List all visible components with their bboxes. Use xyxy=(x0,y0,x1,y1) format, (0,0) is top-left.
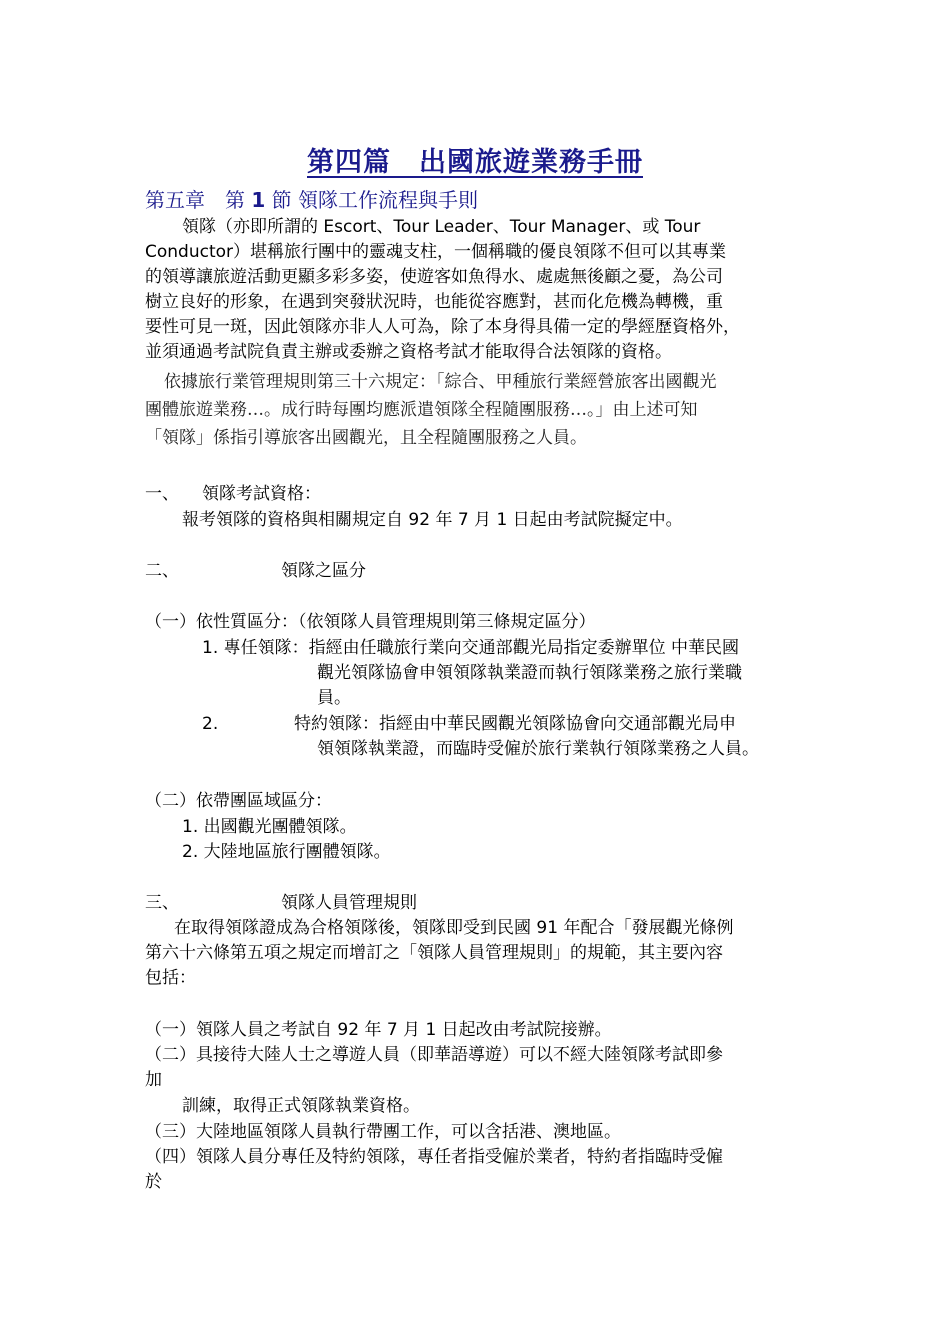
document-title: 第四篇 出國旅遊業務手冊 xyxy=(307,147,643,178)
section2-heading: 領隊之區分 xyxy=(281,561,366,581)
intro-line: 並須通過考試院負責主辦或委辦之資格考試才能取得合法領隊的資格。 xyxy=(145,342,672,362)
rule-point: （二）具接待大陸人士之導遊人員（即華語導遊）可以不經大陸領隊考試即參 xyxy=(145,1045,723,1065)
rule-point: （三）大陸地區領隊人員執行帶團工作，可以含括港、澳地區。 xyxy=(145,1122,621,1142)
section1-heading: 領隊考試資格： xyxy=(202,484,321,504)
chapter-heading xyxy=(145,184,478,213)
section3-body-line: 在取得領隊證成為合格領隊後，領隊即受到民國 91 年配合「發展觀光條例 xyxy=(174,918,734,938)
regulation-line: 依據旅行業管理規則第三十六規定：「綜合、甲種旅行業經營旅客出國觀光 xyxy=(164,372,717,392)
rule-point-continuation: 訓練，取得正式領隊執業資格。 xyxy=(182,1096,420,1116)
section2-marker: 二、 xyxy=(145,561,179,581)
chapter-prefix: 第五章 第 xyxy=(145,188,252,212)
intro-line: 樹立良好的形象，在遇到突發狀況時，也能從容應對，甚而化危機為轉機，重 xyxy=(145,292,723,312)
subsection-heading: （二）依帶團區域區分： xyxy=(145,791,332,811)
list-item-continuation: 觀光領隊協會申領領隊執業證而執行領隊業務之旅行業職 xyxy=(317,663,742,683)
section3-marker: 三、 xyxy=(145,893,179,913)
rule-point: （四）領隊人員分專任及特約領隊，專任者指受僱於業者，特約者指臨時受僱 xyxy=(145,1147,723,1167)
rule-point-continuation: 加 xyxy=(145,1070,162,1090)
intro-line: 的領導讓旅遊活動更顯多彩多姿，使遊客如魚得水、處處無後顧之憂，為公司 xyxy=(145,267,723,287)
list-item: 2. 大陸地區旅行團體領隊。 xyxy=(182,842,391,862)
list-item-number: 2. xyxy=(202,714,219,734)
list-item: 特約領隊：指經由中華民國觀光領隊協會向交通部觀光局申 xyxy=(294,714,736,734)
list-item-continuation: 員。 xyxy=(317,688,351,708)
section3-body-line: 第六十六條第五項之規定而增訂之「領隊人員管理規則」的規範，其主要內容 xyxy=(145,943,723,963)
list-item-continuation: 領領隊執業證，而臨時受僱於旅行業執行領隊業務之人員。 xyxy=(317,739,759,759)
regulation-line: 「領隊」係指引導旅客出國觀光，且全程隨團服務之人員。 xyxy=(145,428,587,448)
rule-point-continuation: 於 xyxy=(145,1172,162,1192)
section3-body-line: 包括： xyxy=(145,968,196,988)
intro-line: 領隊（亦即所謂的 Escort、Tour Leader、Tour Manager、或 Tour xyxy=(182,217,701,237)
section-number: 1 xyxy=(251,188,266,212)
section3-heading: 領隊人員管理規則 xyxy=(281,893,417,913)
subsection-heading: （一）依性質區分：（依領隊人員管理規則第三條規定區分） xyxy=(145,612,596,632)
section1-marker: 一、 xyxy=(145,484,179,504)
rule-point: （一）領隊人員之考試自 92 年 7 月 1 日起改由考試院接辦。 xyxy=(145,1020,612,1040)
list-item: 1. 專任領隊：指經由任職旅行業向交通部觀光局指定委辦單位 中華民國 xyxy=(202,638,740,658)
section1-body: 報考領隊的資格與相關規定自 92 年 7 月 1 日起由考試院擬定中。 xyxy=(182,510,683,530)
chapter-suffix: 節 領隊工作流程與手則 xyxy=(265,188,478,212)
list-item: 1. 出國觀光團體領隊。 xyxy=(182,817,357,837)
regulation-line: 團體旅遊業務…。成行時每團均應派遣領隊全程隨團服務…。」由上述可知 xyxy=(145,400,698,420)
intro-line: Conductor）堪稱旅行團中的靈魂支柱，一個稱職的優良領隊不但可以其專業 xyxy=(145,242,727,262)
intro-line: 要性可見一斑，因此領隊亦非人人可為，除了本身得具備一定的學經歷資格外， xyxy=(145,317,740,337)
